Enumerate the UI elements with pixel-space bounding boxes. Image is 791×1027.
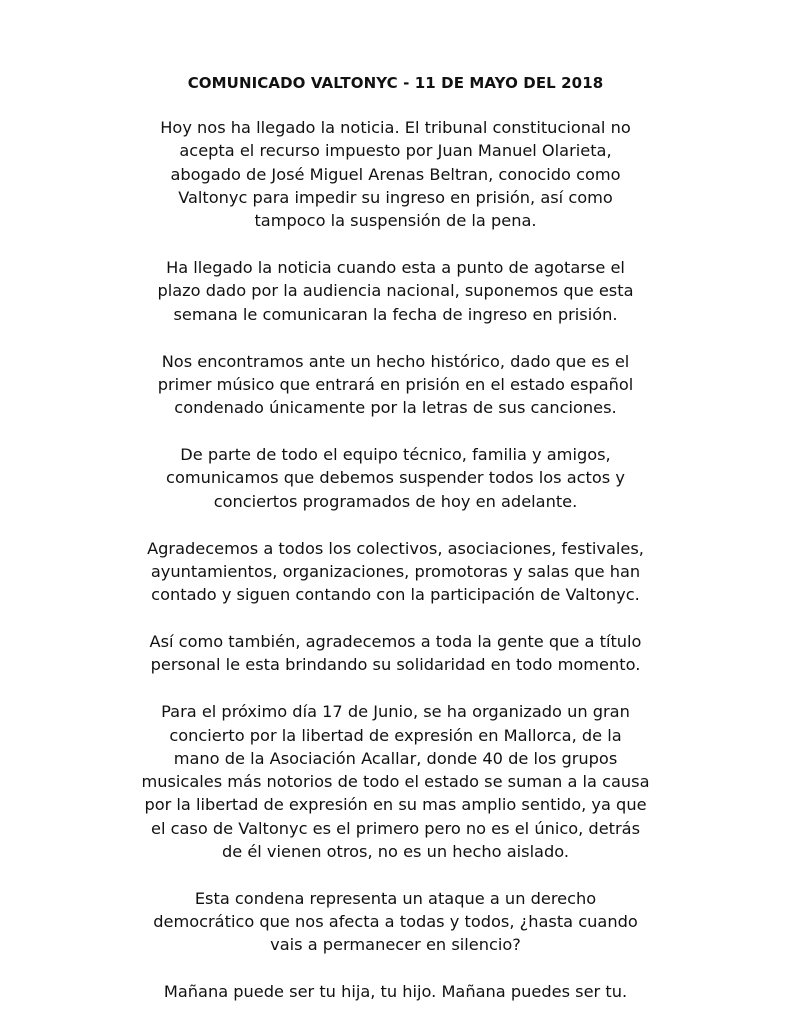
paragraph-line: condenado únicamente por la letras de sus canciones. xyxy=(174,398,617,418)
page-title: COMUNICADO VALTONYC - 11 DE MAYO DEL 2018 xyxy=(187,74,604,92)
paragraph-line: personal le esta brindando su solidaridad en todo momento. xyxy=(150,655,641,675)
paragraph-line: conciertos programados de hoy en adelante. xyxy=(213,491,578,511)
paragraph-3 xyxy=(0,350,791,420)
paragraph-line: semana le comunicaran la fecha de ingreso en prisión. xyxy=(173,304,618,324)
paragraph-line: Nos encontramos ante un hecho histórico, dado que es el xyxy=(161,351,630,371)
paragraph-9 xyxy=(0,980,791,1003)
paragraph-line: tampoco la suspensión de la pena. xyxy=(254,211,537,231)
paragraph-line: Así como también, agradecemos a toda la gente que a título xyxy=(149,632,642,652)
paragraph-line: el caso de Valtonyc es el primero pero no es el único, detrás xyxy=(150,818,641,838)
paragraph-line: Valtonyc para impedir su ingreso en prisión, así como xyxy=(178,187,613,207)
paragraph-2 xyxy=(0,256,791,326)
paragraph-line: musicales más notorios de todo el estado se suman a la causa xyxy=(141,772,650,792)
paragraph-line: mano de la Asociación Acallar, donde 40 de los grupos xyxy=(173,748,618,768)
paragraph-line: ayuntamientos, organizaciones, promotoras y salas que han xyxy=(150,561,641,581)
paragraph-line: vais a permanecer en silencio? xyxy=(270,935,521,955)
paragraph-line: Agradecemos a todos los colectivos, asociaciones, festivales, xyxy=(147,538,644,558)
paragraph-line: Ha llegado la noticia cuando esta a punto de agotarse el xyxy=(166,258,625,278)
paragraph-line: concierto por la libertad de expresión en Mallorca, de la xyxy=(169,725,622,745)
paragraph-line: abogado de José Miguel Arenas Beltran, conocido como xyxy=(170,164,621,184)
paragraph-7 xyxy=(0,700,791,863)
paragraph-1 xyxy=(0,116,791,232)
paragraph-line: Esta condena representa un ataque a un derecho xyxy=(194,888,597,908)
paragraph-line: acepta el recurso impuesto por Juan Manuel Olarieta, xyxy=(179,141,612,161)
paragraph-line: por la libertad de expresión en su mas amplio sentido, ya que xyxy=(144,795,647,815)
paragraph-line: democrático que nos afecta a todas y todos, ¿hasta cuando xyxy=(153,912,638,932)
paragraph-4 xyxy=(0,443,791,513)
document-body xyxy=(0,116,791,1027)
paragraph-line: De parte de todo el equipo técnico, familia y amigos, xyxy=(180,445,611,465)
paragraph-line: plazo dado por la audiencia nacional, suponemos que esta xyxy=(157,281,634,301)
paragraph-line: Para el próximo día 17 de Junio, se ha organizado un gran xyxy=(161,702,630,722)
paragraph-line: primer músico que entrará en prisión en el estado español xyxy=(157,374,634,394)
paragraph-line: de él vienen otros, no es un hecho aislado. xyxy=(221,841,570,861)
paragraph-line: Mañana puede ser tu hija, tu hijo. Mañana puedes ser tu. xyxy=(163,982,628,1002)
paragraph-6 xyxy=(0,630,791,677)
paragraph-5 xyxy=(0,537,791,607)
paragraph-line: comunicamos que debemos suspender todos los actos y xyxy=(166,468,625,488)
paragraph-8 xyxy=(0,887,791,957)
paragraph-line: Hoy nos ha llegado la noticia. El tribunal constitucional no xyxy=(160,118,631,137)
paragraph-line: contado y siguen contando con la participación de Valtonyc. xyxy=(151,585,640,605)
